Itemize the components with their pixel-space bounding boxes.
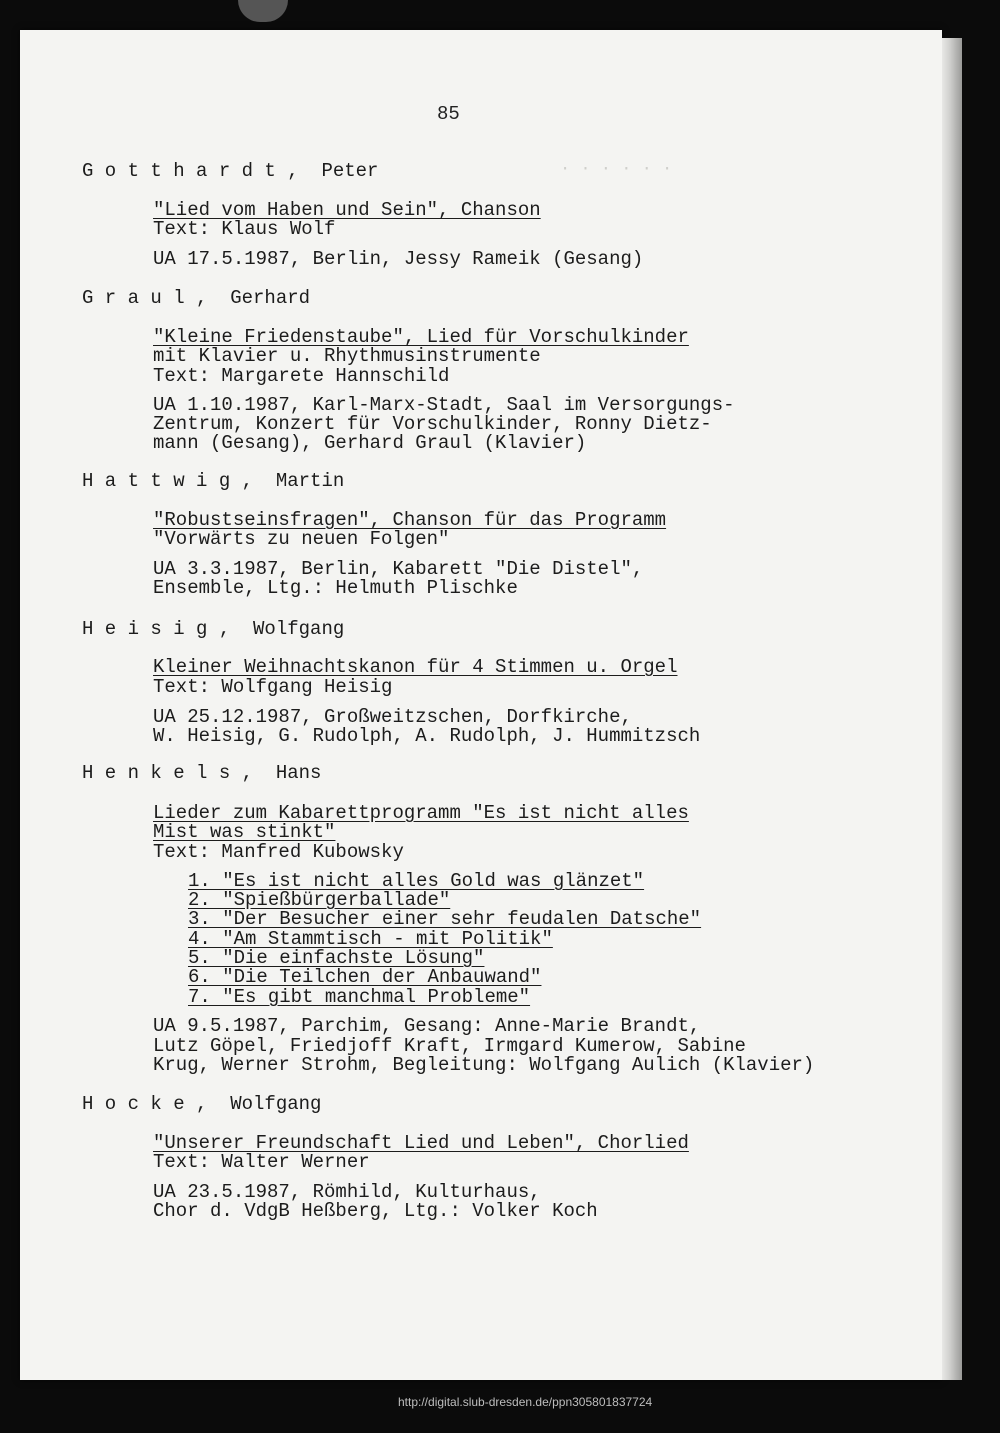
work-title-text: "Lied vom Haben und Sein", Chanson <box>153 199 541 221</box>
work-title: "Kleine Friedenstaube", Lied für Vorschulkinder <box>153 326 689 348</box>
work-title: "Unserer Freundschaft Lied und Leben", Chorlied <box>153 1132 689 1154</box>
lyricist: Text: Walter Werner <box>153 1151 370 1173</box>
song-list-item: 1. "Es ist nicht alles Gold was glänzet" <box>188 870 645 892</box>
premiere-info: UA 23.5.1987, Römhild, Kulturhaus, <box>153 1181 541 1203</box>
premiere-info: Lutz Göpel, Friedjoff Kraft, Irmgard Kumerow, Sabine <box>153 1035 746 1057</box>
work-title: "Robustseinsfragen", Chanson für das Programm <box>153 509 667 531</box>
premiere-info: UA 9.5.1987, Parchim, Gesang: Anne-Marie Brandt, <box>153 1015 701 1037</box>
lyricist: Text: Klaus Wolf <box>153 218 336 240</box>
page-edge-stack <box>942 38 962 1380</box>
composer-name: H e n k e l s , Hans <box>82 762 322 784</box>
premiere-info: Chor d. VdgB Heßberg, Ltg.: Volker Koch <box>153 1200 598 1222</box>
song-list-item: 6. "Die Teilchen der Anbauwand" <box>188 966 542 988</box>
premiere-info: Zentrum, Konzert für Vorschulkinder, Ronny Dietz- <box>153 413 712 435</box>
composer-name: H a t t w i g , Martin <box>82 470 345 492</box>
work-title: Lieder zum Kabarettprogramm "Es ist nicht alles <box>153 802 689 824</box>
composer-name: G o t t h a r d t , Peter <box>82 160 379 182</box>
lyricist: Text: Manfred Kubowsky <box>153 841 404 863</box>
premiere-info: Krug, Werner Strohm, Begleitung: Wolfgang Aulich (Klavier) <box>153 1054 815 1076</box>
song-list-item: 5. "Die einfachste Lösung" <box>188 947 485 969</box>
song-list-item: 7. "Es gibt manchmal Probleme" <box>188 986 531 1008</box>
premiere-info: Ensemble, Ltg.: Helmuth Plischke <box>153 577 518 599</box>
song-list-item: 4. "Am Stammtisch - mit Politik" <box>188 928 553 950</box>
song-list-item: 2. "Spießbürgerballade" <box>188 889 451 911</box>
bleed-through: · · · · · · <box>560 160 673 179</box>
composer-name: G r a u l , Gerhard <box>82 287 311 309</box>
premiere-info: mann (Gesang), Gerhard Graul (Klavier) <box>153 432 587 454</box>
composer-name: H o c k e , Wolfgang <box>82 1093 322 1115</box>
premiere-info: UA 25.12.1987, Großweitzschen, Dorfkirche, <box>153 706 632 728</box>
work-subtitle: mit Klavier u. Rhythmusinstrumente <box>153 345 541 367</box>
work-title: Kleiner Weihnachtskanon für 4 Stimmen u. Orgel <box>153 656 678 678</box>
premiere-info: UA 3.3.1987, Berlin, Kabarett "Die Distel", <box>153 558 644 580</box>
source-url-watermark: http://digital.slub-dresden.de/ppn305801837724 <box>398 1395 653 1409</box>
premiere-info: UA 17.5.1987, Berlin, Jessy Rameik (Gesang) <box>153 248 644 270</box>
work-title: Mist was stinkt" <box>153 821 336 843</box>
song-list-item: 3. "Der Besucher einer sehr feudalen Datsche" <box>188 908 702 930</box>
lyricist: Text: Wolfgang Heisig <box>153 676 393 698</box>
premiere-info: UA 1.10.1987, Karl-Marx-Stadt, Saal im Versorgungs- <box>153 394 735 416</box>
lyricist: Text: Margarete Hannschild <box>153 365 450 387</box>
composer-name: H e i s i g , Wolfgang <box>82 618 345 640</box>
work-subtitle: "Vorwärts zu neuen Folgen" <box>153 528 450 550</box>
binder-clip <box>238 0 288 22</box>
page-number: 85 <box>437 103 460 125</box>
premiere-info: W. Heisig, G. Rudolph, A. Rudolph, J. Hummitzsch <box>153 725 701 747</box>
